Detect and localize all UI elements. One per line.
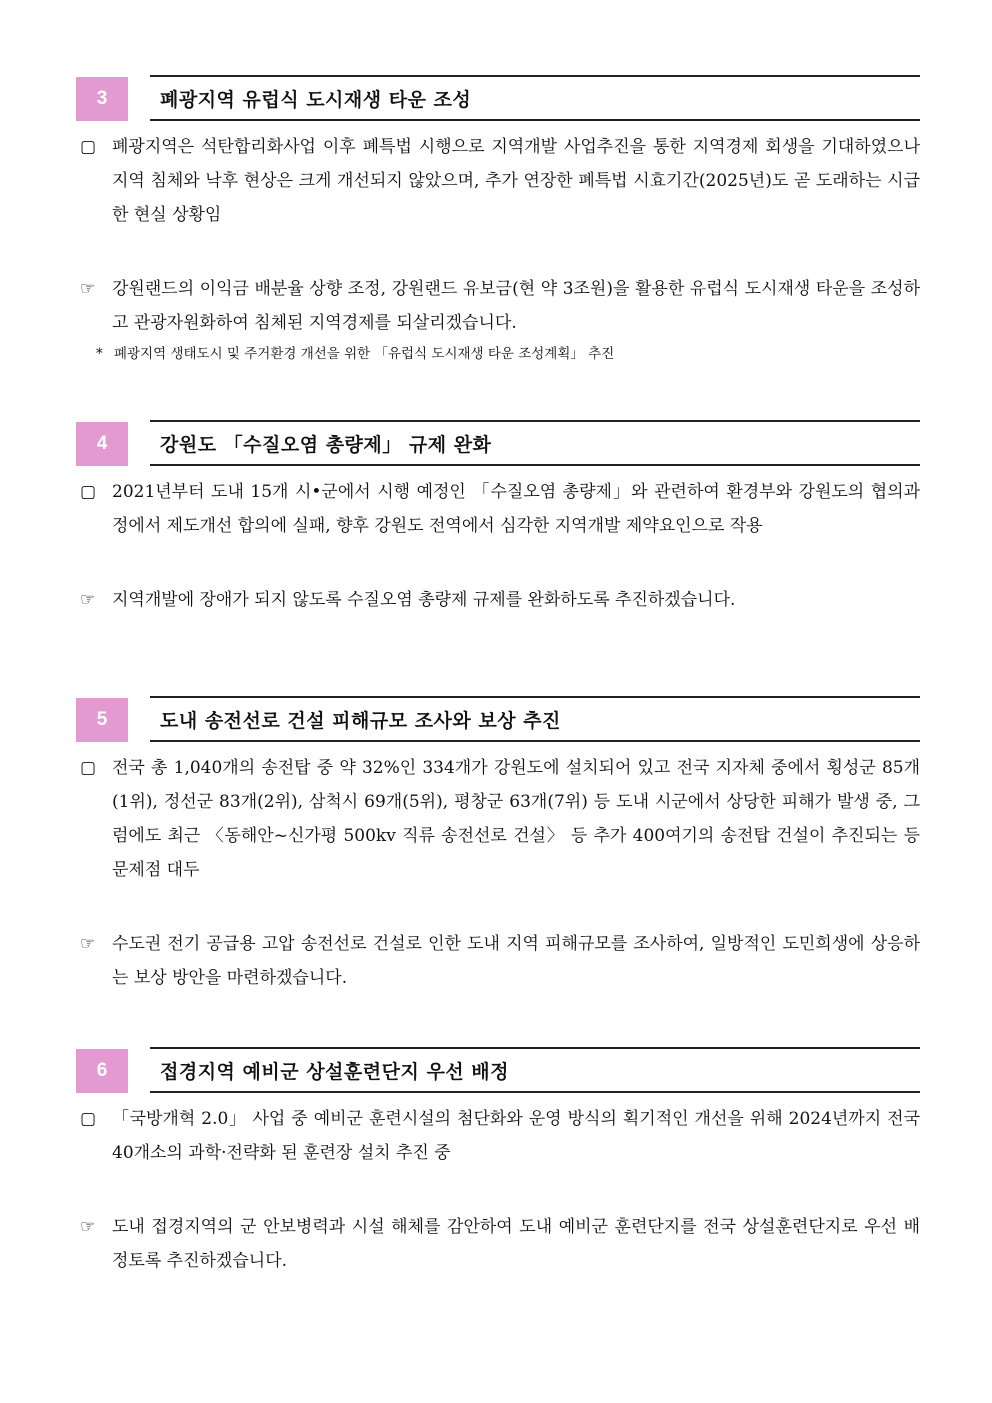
- section-header: [0, 1047, 992, 1097]
- issue-text: 「국방개혁 2.0」 사업 중 예비군 훈련시설의 첨단화와 운영 방식의 획기적인 개선을 위해 2024년까지 전국 40개소의 과학·전략화 된 훈련장 설치 추진 중: [112, 1109, 920, 1163]
- section-title: 접경지역 예비군 상설훈련단지 우선 배정: [160, 1060, 509, 1083]
- section-number-badge: 3: [76, 77, 128, 121]
- issue-text: 폐광지역은 석탄합리화사업 이후 폐특법 시행으로 지역개발 사업추진을 통한 지역경제 회생을 기대하였으나 지역 침체와 낙후 현상은 크게 개선되지 않았으며, 추가 연장한 폐특법 시효기간(2025년)도 곧 도래하는 시급한 현실 상황임: [112, 137, 920, 225]
- section-header: [0, 696, 992, 746]
- pledge-paragraph: [80, 1210, 920, 1278]
- checkbox-bullet-icon: ▢: [80, 758, 97, 778]
- section-title: 도내 송전선로 건설 피해규모 조사와 보상 추진: [160, 709, 561, 732]
- issue-text: 전국 총 1,040개의 송전탑 중 약 32%인 334개가 강원도에 설치되어 있고 전국 지자체 중에서 횡성군 85개(1위), 정선군 83개(2위), 삼척시 69개(5위), 평창군 63개(7위) 등 도내 시군에서 상당한 피해가 발생 중, 그럼에도 최근 〈동해안~신가평 500kv 직류 송전선로 건설〉 등 추가 400여기의 송전탑 건설이 추진되는 등 문제점 대두: [112, 758, 920, 880]
- section-title-box: [150, 1047, 920, 1093]
- section-title: 폐광지역 유럽식 도시재생 타운 조성: [160, 88, 472, 111]
- section-title: 강원도 「수질오염 총량제」 규제 완화: [160, 433, 492, 456]
- pledge-paragraph: [80, 583, 920, 617]
- pledge-paragraph: [80, 272, 920, 340]
- issue-paragraph: [80, 475, 920, 543]
- pledge-paragraph: [80, 927, 920, 995]
- footnote: [96, 342, 920, 366]
- section-4: [0, 420, 992, 617]
- pledge-text: 도내 접경지역의 군 안보병력과 시설 해체를 감안하여 도내 예비군 훈련단지를 전국 상설훈련단지로 우선 배정토록 추진하겠습니다.: [112, 1217, 920, 1271]
- section-header: [0, 75, 992, 125]
- pointing-hand-icon: ☞: [80, 1217, 96, 1237]
- checkbox-bullet-icon: ▢: [80, 482, 97, 502]
- section-header: [0, 420, 992, 470]
- section-number-badge: 4: [76, 422, 128, 466]
- issue-paragraph: [80, 130, 920, 232]
- section-title-box: [150, 75, 920, 121]
- issue-paragraph: [80, 751, 920, 887]
- pledge-text: 지역개발에 장애가 되지 않도록 수질오염 총량제 규제를 완화하도록 추진하겠습니다.: [112, 590, 736, 610]
- checkbox-bullet-icon: ▢: [80, 137, 97, 157]
- pointing-hand-icon: ☞: [80, 279, 96, 299]
- section-number-badge: 6: [76, 1049, 128, 1093]
- section-6: [0, 1047, 992, 1278]
- footnote-text: 폐광지역 생태도시 및 주거환경 개선을 위한 「유럽식 도시재생 타운 조성계획」 추진: [114, 346, 615, 362]
- pointing-hand-icon: ☞: [80, 934, 96, 954]
- checkbox-bullet-icon: ▢: [80, 1109, 97, 1129]
- issue-paragraph: [80, 1102, 920, 1170]
- section-number-badge: 5: [76, 698, 128, 742]
- pointing-hand-icon: ☞: [80, 590, 96, 610]
- pledge-text: 수도권 전기 공급용 고압 송전선로 건설로 인한 도내 지역 피해규모를 조사하여, 일방적인 도민희생에 상응하는 보상 방안을 마련하겠습니다.: [112, 934, 920, 988]
- pledge-text: 강원랜드의 이익금 배분율 상향 조정, 강원랜드 유보금(현 약 3조원)을 활용한 유럽식 도시재생 타운을 조성하고 관광자원화하여 침체된 지역경제를 되살리겠습니다.: [112, 279, 920, 333]
- section-title-box: [150, 696, 920, 742]
- section-5: [0, 696, 992, 995]
- section-title-box: [150, 420, 920, 466]
- section-3: [0, 75, 992, 366]
- issue-text: 2021년부터 도내 15개 시•군에서 시행 예정인 「수질오염 총량제」와 관련하여 환경부와 강원도의 협의과정에서 제도개선 합의에 실패, 향후 강원도 전역에서 심각한 지역개발 제약요인으로 작용: [112, 482, 920, 536]
- asterisk-icon: *: [96, 346, 103, 362]
